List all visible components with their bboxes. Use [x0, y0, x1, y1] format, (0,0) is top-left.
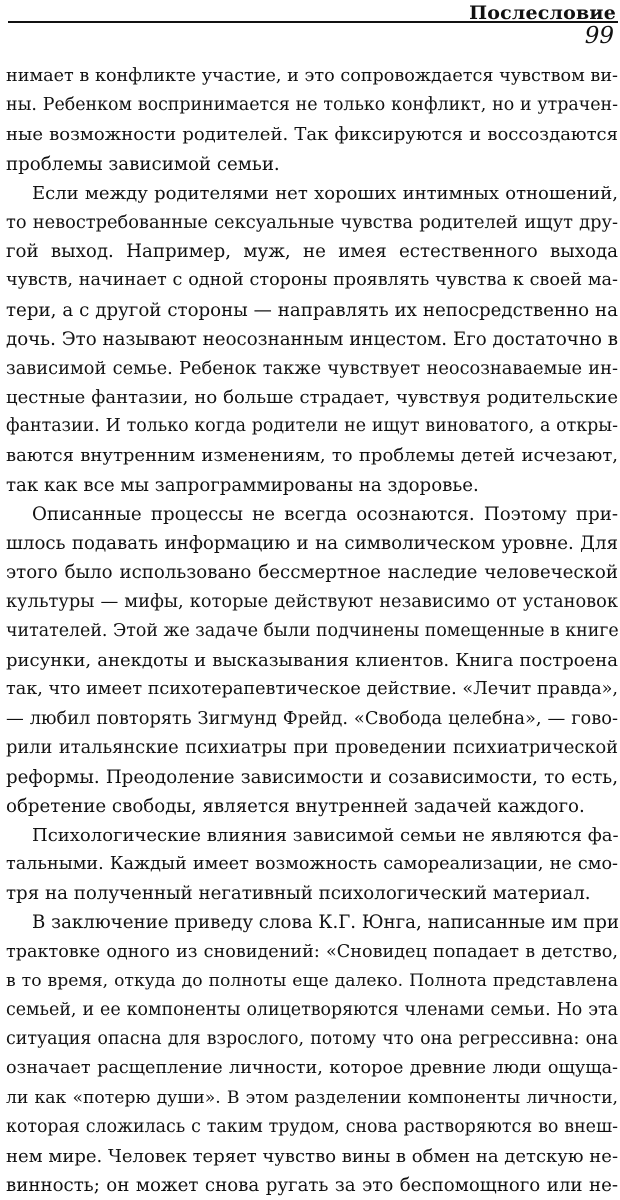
text-line: ны. Ребенком воспринимается не только конфликт, но и утрачен-	[6, 95, 618, 116]
header-rule	[8, 21, 618, 23]
text-line: семьей, и ее компоненты олицетворяются членами семьи. Но эта	[6, 1000, 618, 1020]
text-line: означает расщепление личности, которое древние люди ощуща-	[6, 1058, 618, 1079]
text-line: В заключение приведу слова К.Г. Юнга, написанные им при	[32, 912, 620, 934]
text-line: реформы. Преодоление зависимости и созависимости, то есть,	[6, 766, 618, 788]
text-line: фантазии. И только когда родители не ищут виноватого, а откры-	[6, 416, 618, 437]
text-line: шлось подавать информацию и на символическом уровне. Для	[6, 533, 618, 554]
text-line: читателей. Этой же задаче были подчинены помещенные в книге	[6, 620, 619, 641]
page-number: 99	[584, 23, 614, 49]
text-line: нимает в конфликте участие, и это сопровождается чувством ви-	[6, 66, 618, 86]
text-line: этого было использовано бессмертное наследие человеческой	[6, 562, 618, 584]
text-line: обретение свободы, является внутренней задачей каждого.	[6, 795, 585, 817]
body-text	[6, 62, 618, 1200]
text-line: цестные фантазии, но больше страдает, чувствуя родительские	[6, 387, 618, 409]
text-line: ваются внутренним изменениям, то проблемы детей исчезают,	[6, 445, 618, 467]
text-line: — любил повторять Зигмунд Фрейд. «Свобода целебна», — гово-	[6, 708, 618, 730]
text-line: то невостребованные сексуальные чувства родителей ищут дру-	[6, 211, 618, 233]
text-line: чувств, начинает с одной стороны проявлять чувства к своей ма-	[6, 270, 618, 291]
text-line: культуры — мифы, которые действуют независимо от установок	[6, 591, 618, 613]
text-line: Психологические влияния зависимой семьи не являются фа-	[32, 824, 619, 846]
text-line: ные возможности родителей. Так фиксируются и воссоздаются	[6, 124, 618, 146]
text-line: Если между родителями нет хороших интимных отношений,	[32, 182, 618, 204]
text-line: проблемы зависимой семьи.	[6, 153, 280, 175]
text-line: в то время, откуда до полноты еще далеко. Полнота представлена	[6, 970, 618, 991]
text-line: Описанные процессы не всегда осознаются. Поэтому при-	[32, 503, 618, 525]
text-line: рили итальянские психиатры при проведении психиатрической	[6, 737, 618, 759]
text-line: винность; он может снова ругать за это беспомощного или не-	[6, 1175, 618, 1197]
text-line: которая сложилась с таким трудом, снова растворяются во внеш-	[6, 1116, 618, 1137]
text-line: зависимой семье. Ребенок также чувствует неосознаваемые ин-	[6, 357, 618, 379]
text-line: так как все мы запрограммированы на здоровье.	[6, 474, 479, 496]
text-line: дочь. Это называют неосознанным инцестом. Его достаточно в	[6, 328, 618, 350]
text-line: нем мире. Человек теряет чувство вины в обмен на детскую не-	[6, 1145, 619, 1167]
text-line: трактовке одного из сновидений: «Сновидец попадает в детство,	[6, 941, 618, 962]
text-line: тери, а с другой стороны — направлять их непосредственно на	[6, 299, 618, 321]
text-line: рисунки, анекдоты и высказывания клиентов. Книга построена	[6, 649, 618, 671]
text-line: гой выход. Например, муж, не имея естественного выхода	[6, 241, 618, 263]
text-line: тря на полученный негативный психологический материал.	[6, 883, 591, 905]
running-head: Послесловие	[469, 2, 616, 24]
text-line: так, что имеет психотерапевтическое действие. «Лечит правда»,	[6, 678, 618, 699]
text-line: ли как «потерю души». В этом разделении компоненты личности,	[6, 1087, 618, 1108]
text-line: ситуация опасна для взрослого, потому что она регрессивна: она	[6, 1029, 618, 1050]
text-line: тальными. Каждый имеет возможность самореализации, не смо-	[6, 854, 618, 875]
